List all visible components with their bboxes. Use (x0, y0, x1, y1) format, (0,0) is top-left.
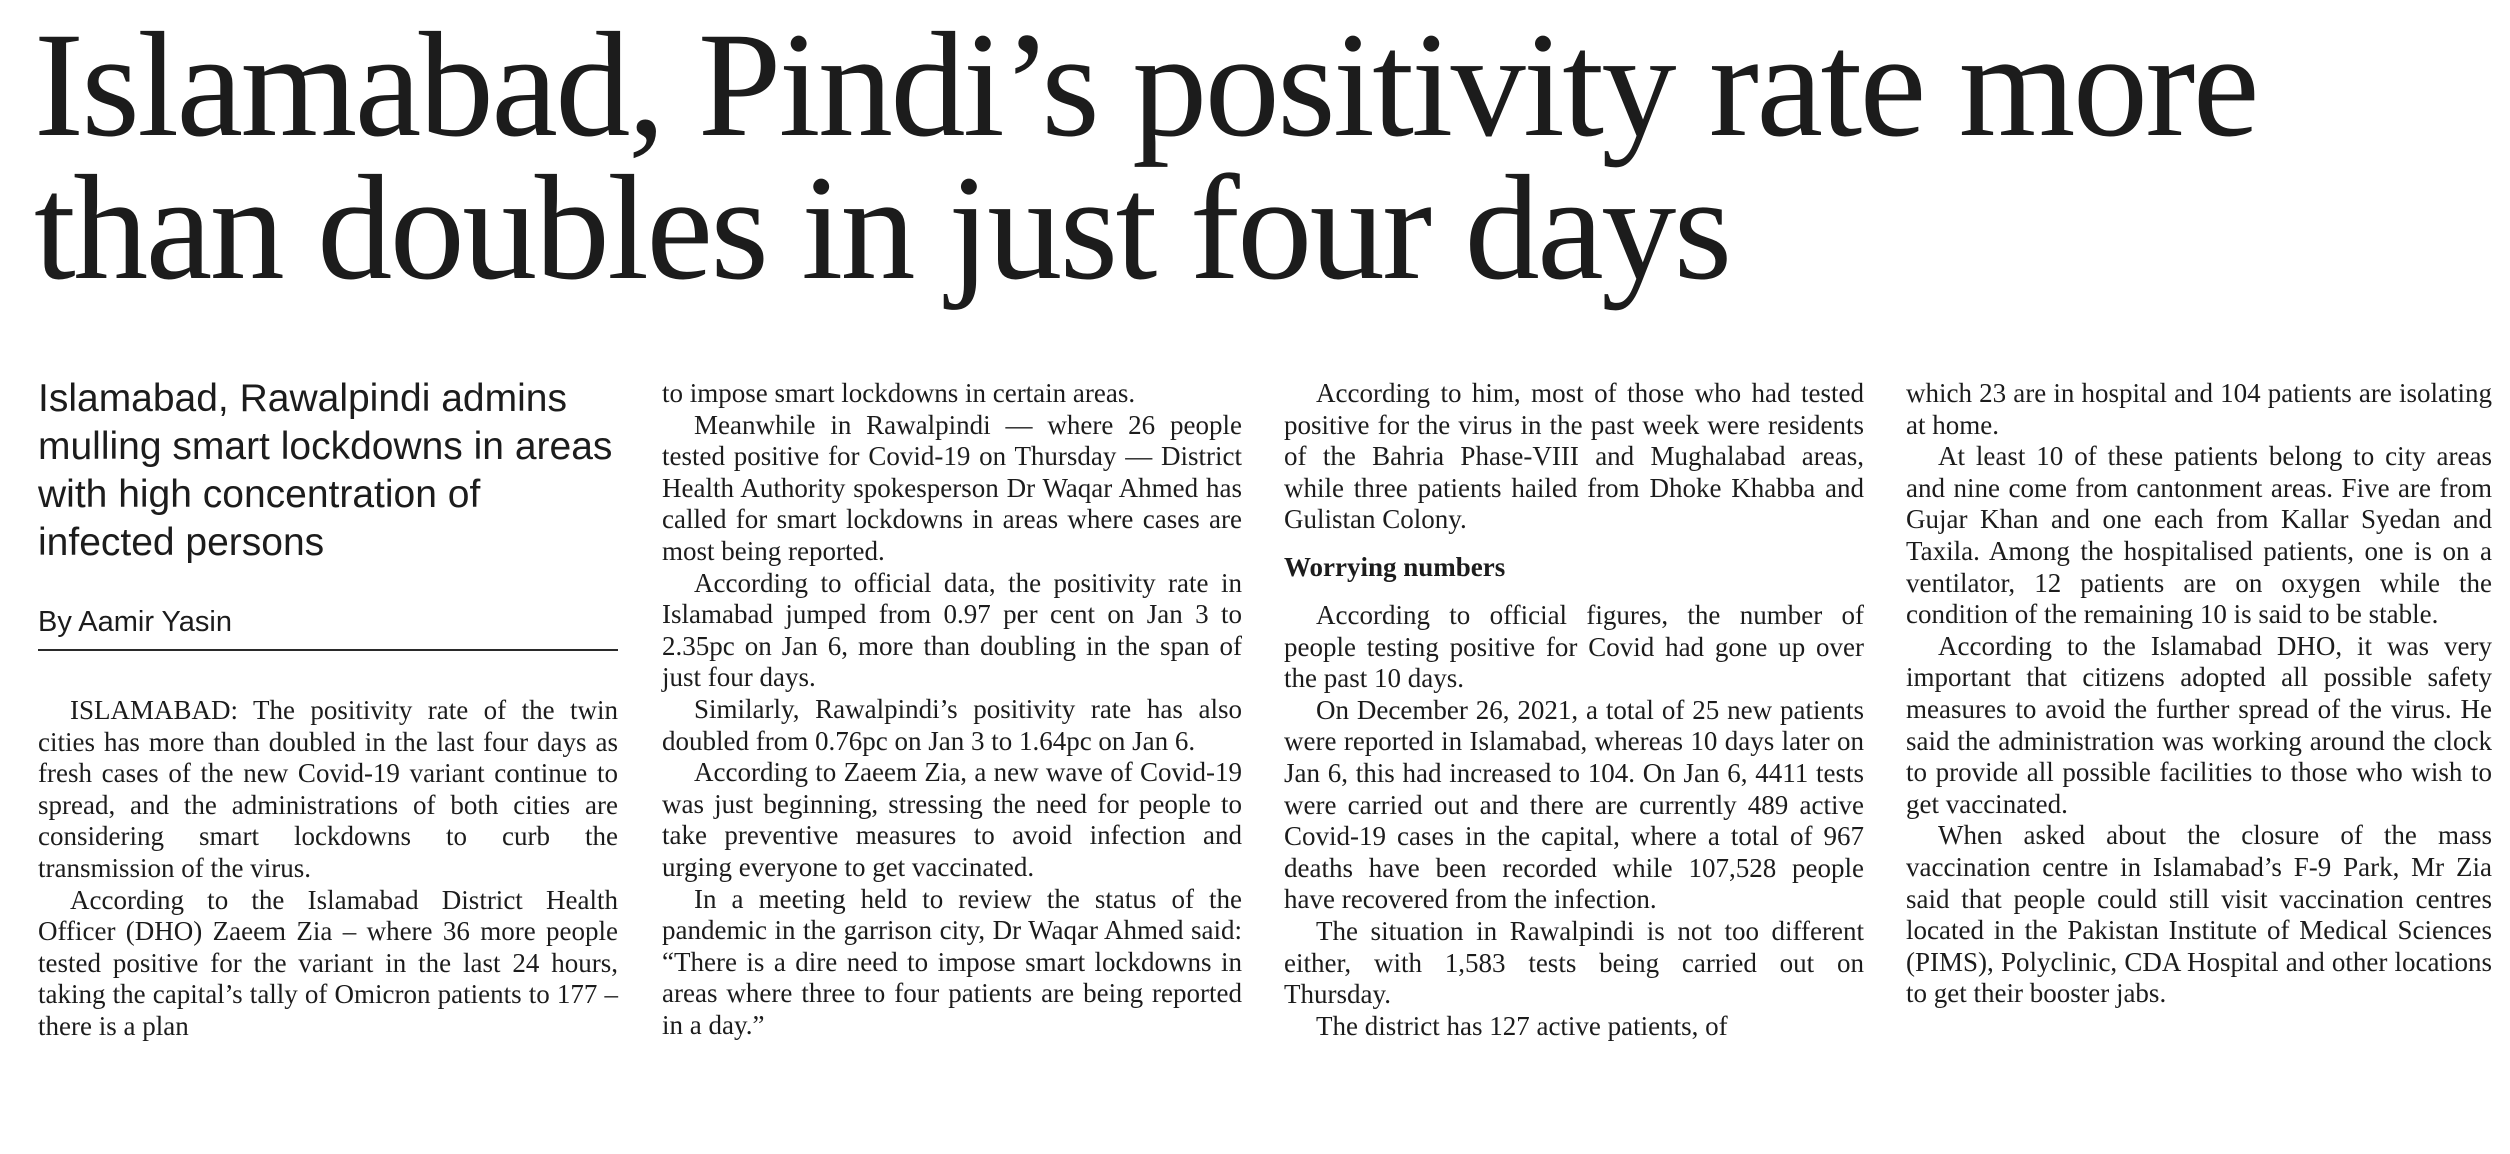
column-2 (662, 378, 1242, 1041)
paragraph: to impose smart lockdowns in certain areas. (662, 378, 1136, 408)
paragraph: When asked about the closure of the mass vaccination centre in Islamabad’s F-9 Park, Mr Zia said that people could still visit vaccination centres located in the Pakistan Institute of Medical Sciences (PIMS), Polyclinic, CDA Hospital and other locations to get their booster jabs. (1906, 820, 2492, 1009)
paragraph: On December 26, 2021, a total of 25 new patients were reported in Islamabad, whereas 10 days later on Jan 6, this had increased to 104. On Jan 6, 4411 tests were carried out and there are currently 489 active Covid-19 cases in the capital, where a total of 967 deaths have been recorded while 107,528 people have recovered from the infection. (1284, 694, 1864, 915)
paragraph: ISLAMABAD: The positivity rate of the twin cities has more than doubled in the last four days as fresh cases of the new Covid-19 variant continue to spread, and the administrations of both cities are considering smart lockdowns to curb the transmission of the virus. (38, 695, 618, 883)
byline-rule (38, 649, 618, 651)
paragraph: Meanwhile in Rawalpindi — where 26 people tested positive for Covid-19 on Thursday — District Health Authority spokesperson Dr Waqar Ahmed has called for smart lockdowns in areas where cases are most being reported. (662, 409, 1242, 566)
paragraph: The district has 127 active patients, of (1316, 1010, 1728, 1041)
paragraph: The situation in Rawalpindi is not too different either, with 1,583 tests being carried out on Thursday. (1284, 915, 1864, 1010)
paragraph: Similarly, Rawalpindi’s positivity rate has also doubled from 0.76pc on Jan 3 to 1.64pc on Jan 6. (662, 693, 1242, 756)
column-1 (38, 375, 618, 1043)
deck-subheadline: Islamabad, Rawalpindi admins mulling smart lockdowns in areas with high concentration of infected persons (38, 377, 613, 564)
paragraph: According to the Islamabad District Health Officer (DHO) Zaeem Zia – where 36 more people tested positive for the variant in the last 24 hours, taking the capital’s tally of Omicron patients to 177 – there is a plan (38, 884, 618, 1041)
byline: By Aamir Yasin (38, 606, 232, 638)
column-3 (1284, 378, 1864, 1042)
paragraph: According to official figures, the number of people testing positive for Covid had gone up over the past 10 days. (1284, 599, 1864, 694)
paragraph: According to official data, the positivity rate in Islamabad jumped from 0.97 per cent on Jan 3 to 2.35pc on Jan 6, more than doubling in the span of just four days. (662, 567, 1242, 693)
headline: Islamabad, Pindi’s positivity rate more than doubles in just four days (34, 2, 2257, 311)
paragraph: According to the Islamabad DHO, it was very important that citizens adopted all possible safety measures to avoid the further spread of the virus. He said the administration was working around the clock to provide all possible facilities to those who wish to get vaccinated. (1906, 630, 2492, 819)
paragraph: which 23 are in hospital and 104 patients are isolating at home. (1906, 378, 2492, 440)
column-4 (1906, 378, 2492, 1010)
section-subhead: Worrying numbers (1284, 551, 1506, 582)
paragraph: In a meeting held to review the status of the pandemic in the garrison city, Dr Waqar Ahmed said: “There is a dire need to impose smart lockdowns in areas where three to four patients are being reported in a day.” (662, 883, 1242, 1040)
paragraph: According to Zaeem Zia, a new wave of Covid-19 was just beginning, stressing the need for people to take preventive measures to avoid infection and urging everyone to get vaccinated. (662, 757, 1242, 882)
paragraph: According to him, most of those who had tested positive for the virus in the past week were residents of the Bahria Phase-VIII and Mughalabad areas, while three patients hailed from Dhoke Khabba and Gulistan Colony. (1284, 378, 1864, 535)
paragraph: At least 10 of these patients belong to city areas and nine come from cantonment areas. Five are from Gujar Khan and one each from Kallar Syedan and Taxila. Among the hospitalised patients, one is on a ventilator, 12 patients are on oxygen while the condition of the remaining 10 is said to be stable. (1906, 441, 2492, 630)
